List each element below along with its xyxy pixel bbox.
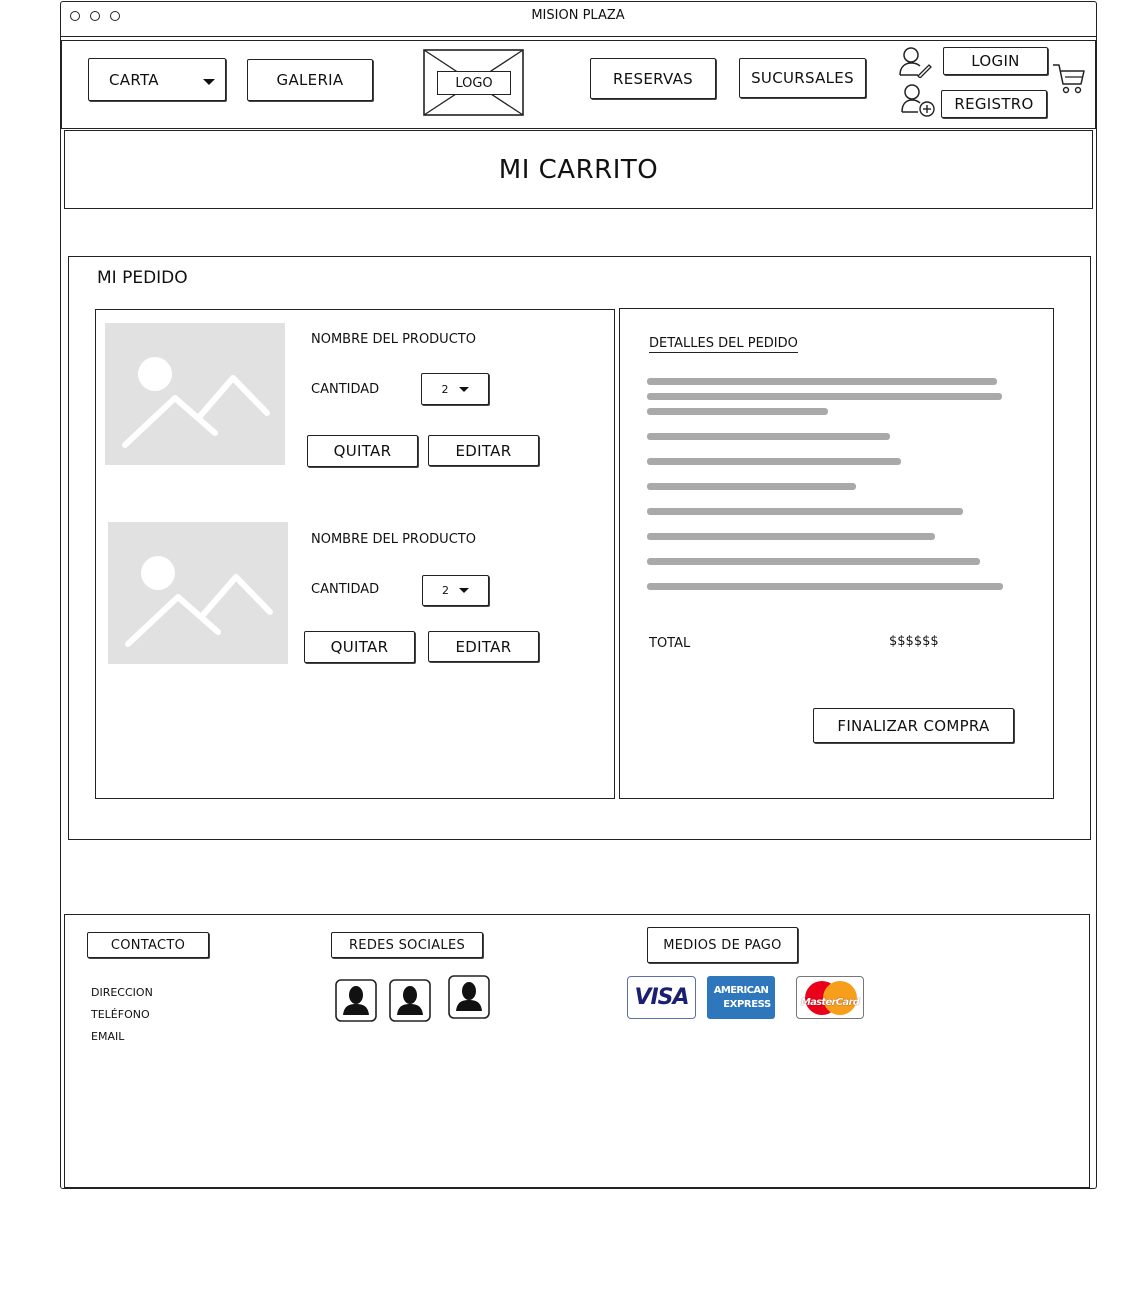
nav-sucursales-button[interactable]: [739, 58, 866, 98]
checkout-button[interactable]: [813, 708, 1014, 743]
section-title: MI PEDIDO: [97, 268, 188, 288]
mastercard-label: MasterCard: [800, 997, 860, 1008]
contact-phone: TELÉFONO: [91, 1008, 150, 1021]
logo[interactable]: [423, 49, 524, 116]
total-value: $$$$$$: [889, 634, 939, 649]
contact-title-label: CONTACTO: [110, 937, 186, 953]
title-divider: [60, 36, 1097, 37]
remove-label-1: QUITAR: [333, 442, 392, 460]
visa-card-icon: [627, 976, 696, 1019]
logo-label: LOGO: [455, 75, 493, 91]
remove-button-1[interactable]: [307, 435, 418, 467]
nav-reservas-label: RESERVAS: [613, 69, 693, 88]
social-icon-1[interactable]: [335, 979, 377, 1022]
remove-button-2[interactable]: [304, 631, 415, 663]
registro-label: REGISTRO: [954, 95, 1034, 113]
chevron-down-icon: [459, 588, 469, 593]
contact-email: EMAIL: [91, 1030, 125, 1043]
text-placeholder-line: [647, 483, 856, 490]
text-placeholder-line: [647, 378, 997, 385]
close-dot[interactable]: [70, 11, 80, 21]
nav-galeria-label: GALERIA: [276, 71, 344, 89]
text-placeholder-line: [647, 583, 1003, 590]
nav-reservas-button[interactable]: [590, 58, 716, 99]
contact-address: DIRECCION: [91, 986, 153, 999]
payment-title-label: MEDIOS DE PAGO: [663, 937, 782, 953]
text-placeholder-line: [647, 393, 1002, 400]
total-label: TOTAL: [649, 636, 691, 651]
product-name-2: NOMBRE DEL PRODUCTO: [311, 532, 476, 547]
product-image-2: [108, 522, 288, 664]
user-add-icon[interactable]: [900, 84, 936, 118]
nav-sucursales-label: SUCURSALES: [751, 69, 854, 87]
social-title: [331, 932, 483, 958]
nav-galeria-button[interactable]: [247, 59, 373, 101]
remove-label-2: QUITAR: [330, 638, 389, 656]
chevron-down-icon: [203, 79, 215, 85]
product-image-1: [105, 323, 285, 465]
cart-icon[interactable]: [1052, 62, 1086, 96]
quantity-select-2[interactable]: [422, 575, 489, 606]
social-title-label: REDES SOCIALES: [348, 937, 466, 953]
chevron-down-icon: [459, 387, 469, 392]
text-placeholder-line: [647, 508, 963, 515]
text-placeholder-line: [647, 458, 901, 465]
amex-label-2: EXPRESS: [723, 998, 771, 1010]
text-placeholder-line: [647, 408, 828, 415]
edit-label-1: EDITAR: [455, 441, 512, 460]
edit-button-2[interactable]: [428, 631, 539, 662]
payment-title: [647, 927, 798, 963]
page-title-box: [64, 130, 1093, 209]
text-placeholder-line: [647, 533, 935, 540]
user-edit-icon[interactable]: [898, 46, 932, 78]
quantity-select-1[interactable]: [421, 373, 489, 405]
quantity-value-1: 2: [441, 382, 449, 396]
minimize-dot[interactable]: [90, 11, 100, 21]
text-placeholder-line: [647, 433, 890, 440]
login-button[interactable]: [943, 47, 1048, 75]
social-icon-2[interactable]: [389, 979, 431, 1022]
checkout-label: FINALIZAR COMPRA: [837, 716, 990, 735]
quantity-value-2: 2: [442, 584, 449, 597]
contact-title: [87, 932, 209, 958]
window-title: MISION PLAZA: [531, 8, 625, 23]
product-name-1: NOMBRE DEL PRODUCTO: [311, 332, 476, 347]
details-title: DETALLES DEL PEDIDO: [649, 336, 798, 351]
nav-carta-dropdown[interactable]: [88, 58, 226, 101]
mastercard-card-icon: [796, 976, 864, 1019]
login-label: LOGIN: [971, 52, 1020, 70]
registro-button[interactable]: [941, 90, 1047, 118]
edit-button-1[interactable]: [428, 435, 539, 466]
nav-carta-label: CARTA: [109, 70, 159, 89]
quantity-label-1: CANTIDAD: [311, 382, 380, 397]
amex-card-icon: [707, 976, 775, 1019]
amex-label-1: AMERICAN: [713, 984, 769, 996]
image-placeholder-icon: [108, 522, 288, 664]
logo-label-box: [437, 71, 511, 95]
window-controls: [70, 11, 126, 23]
image-placeholder-icon: [105, 323, 285, 465]
visa-label: VISA: [634, 985, 689, 1010]
edit-label-2: EDITAR: [455, 637, 512, 656]
text-placeholder-line: [647, 558, 980, 565]
footer: [64, 914, 1090, 1188]
page-title: MI CARRITO: [498, 154, 659, 185]
maximize-dot[interactable]: [110, 11, 120, 21]
social-icon-3[interactable]: [448, 975, 490, 1019]
quantity-label-2: CANTIDAD: [311, 582, 380, 597]
